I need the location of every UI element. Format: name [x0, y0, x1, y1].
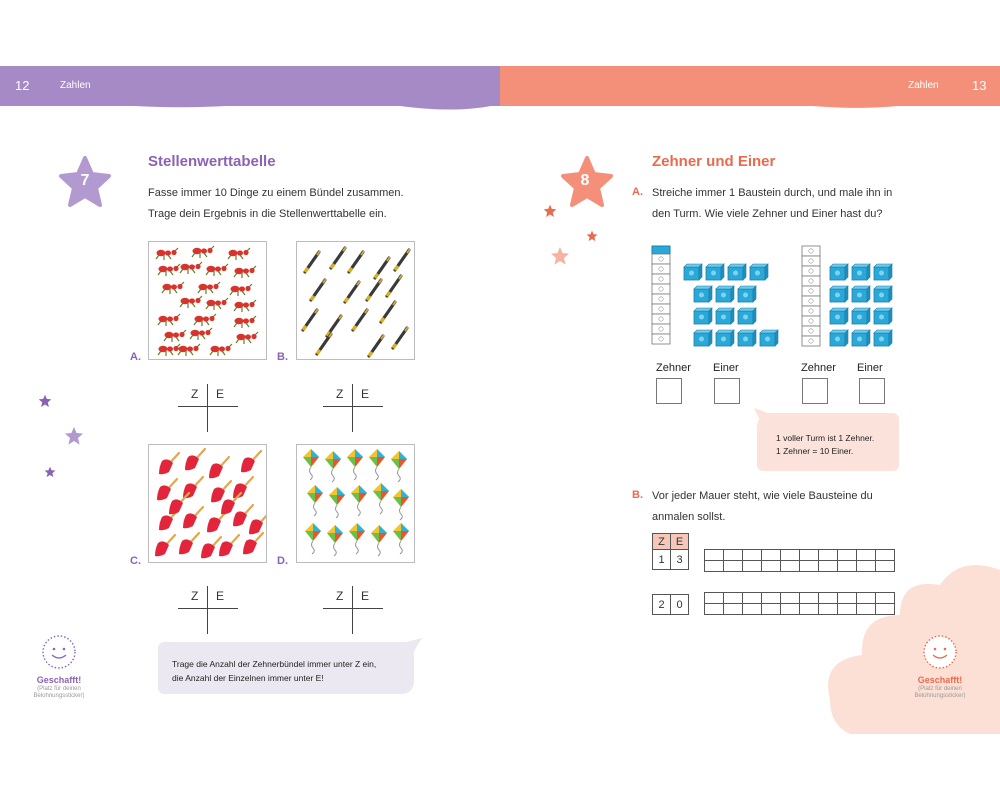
hint-line-1: 1 voller Turm ist 1 Zehner.: [776, 433, 875, 443]
shovel-icon: [149, 445, 266, 562]
bubble-tail: [398, 638, 424, 662]
hint-line-2: die Anzahl der Einzelnen immer unter E!: [172, 673, 324, 683]
column-z-label: Z: [336, 589, 344, 603]
part-letter-b: B.: [632, 489, 643, 501]
value-z: 2: [653, 595, 671, 615]
column-e-label: E: [361, 589, 370, 603]
kite-icon: [297, 445, 414, 562]
smiley-sticker-icon: [41, 634, 77, 670]
exercise-letter-a: A.: [130, 351, 141, 363]
page-number-left: 12: [15, 78, 30, 93]
brick-wall-1[interactable]: [704, 549, 895, 572]
part-a-line-1: Streiche immer 1 Baustein durch, und male ihn in: [652, 187, 893, 199]
answer-box-einer-1[interactable]: [714, 378, 740, 404]
place-value-table-a: [178, 384, 238, 432]
value-e: 3: [671, 550, 689, 570]
answer-box-einer-2[interactable]: [859, 378, 885, 404]
label-zehner-2: Zehner: [801, 362, 836, 374]
sticker-sub-line-1: (Platz für deinen: [37, 686, 81, 692]
sticker-sub-line-2: Belohnungssticker): [33, 693, 85, 699]
sticker-sub-line-2: Belohnungssticker): [914, 693, 966, 699]
sticker-label-right: Geschafft!: [917, 675, 963, 685]
place-value-table-row-1: [652, 533, 689, 570]
part-b-line-2: anmalen sollst.: [652, 511, 726, 523]
place-value-table-c: [178, 586, 238, 634]
value-z: 1: [653, 550, 671, 570]
cloud-decoration: [790, 560, 1000, 734]
task-title: Stellenwerttabelle: [148, 153, 276, 170]
place-value-table-b: [323, 384, 383, 432]
hint-line-2: 1 Zehner = 10 Einer.: [776, 446, 854, 456]
label-einer-1: Einer: [713, 362, 739, 374]
decor-star-icon: [44, 466, 56, 478]
place-value-table-d: [323, 586, 383, 634]
pencil-icon: [297, 242, 414, 359]
exercise-letter-c: C.: [130, 555, 141, 567]
exercise-letter-b: B.: [277, 351, 288, 363]
column-e-label: E: [216, 589, 225, 603]
task-number: 8: [580, 172, 590, 189]
task-number: 7: [80, 172, 90, 189]
hint-text-right: [776, 432, 874, 458]
brick-wall-2[interactable]: [704, 592, 895, 615]
instruction-line-1: Fasse immer 10 Dinge zu einem Bündel zusammen.: [148, 187, 404, 199]
column-z-label: Z: [191, 387, 199, 401]
decor-star-icon: [64, 426, 84, 446]
sticker-label-left: Geschafft!: [36, 675, 82, 685]
label-einer-2: Einer: [857, 362, 883, 374]
exercise-image-kites: [296, 444, 415, 563]
label-zehner-1: Zehner: [656, 362, 691, 374]
ant-icon: [149, 242, 266, 359]
sticker-sub-line-1: (Platz für deinen: [918, 686, 962, 692]
place-value-table-row-2: [652, 594, 689, 615]
cube-groups: [650, 244, 900, 352]
part-a-line-2: den Turm. Wie viele Zehner und Einer hast du?: [652, 208, 883, 220]
part-b-line-1: Vor jeder Mauer steht, wie viele Bausteine du: [652, 490, 873, 502]
hint-line-1: Trage die Anzahl der Zehnerbündel immer unter Z ein,: [172, 659, 377, 669]
decor-star-icon: [38, 394, 52, 408]
exercise-letter-d: D.: [277, 555, 288, 567]
section-title-left: Zahlen: [60, 80, 91, 91]
column-e-label: E: [361, 387, 370, 401]
answer-box-zehner-2[interactable]: [802, 378, 828, 404]
exercise-image-shovels: [148, 444, 267, 563]
decor-star-icon: [543, 204, 557, 218]
section-title-right: Zahlen: [908, 80, 939, 91]
decor-star-icon: [586, 230, 598, 242]
smiley-sticker-icon: [922, 634, 958, 670]
header-e: E: [671, 534, 689, 550]
exercise-image-pencils: [296, 241, 415, 360]
task-title: Zehner und Einer: [652, 153, 776, 170]
hint-text-left: [172, 657, 376, 685]
header-z: Z: [653, 534, 671, 550]
instruction-line-2: Trage dein Ergebnis in die Stellenwerttabelle ein.: [148, 208, 387, 220]
sticker-sub-right: [895, 686, 985, 700]
answer-box-zehner-1[interactable]: [656, 378, 682, 404]
column-z-label: Z: [191, 589, 199, 603]
part-letter-a: A.: [632, 186, 643, 198]
page-number-right: 13: [972, 78, 987, 93]
bubble-tail: [754, 408, 778, 430]
header-brush-edge: [0, 98, 1000, 114]
column-z-label: Z: [336, 387, 344, 401]
decor-star-icon: [550, 246, 570, 266]
exercise-image-ants: [148, 241, 267, 360]
sticker-sub-left: [14, 686, 104, 700]
column-e-label: E: [216, 387, 225, 401]
value-e: 0: [671, 595, 689, 615]
